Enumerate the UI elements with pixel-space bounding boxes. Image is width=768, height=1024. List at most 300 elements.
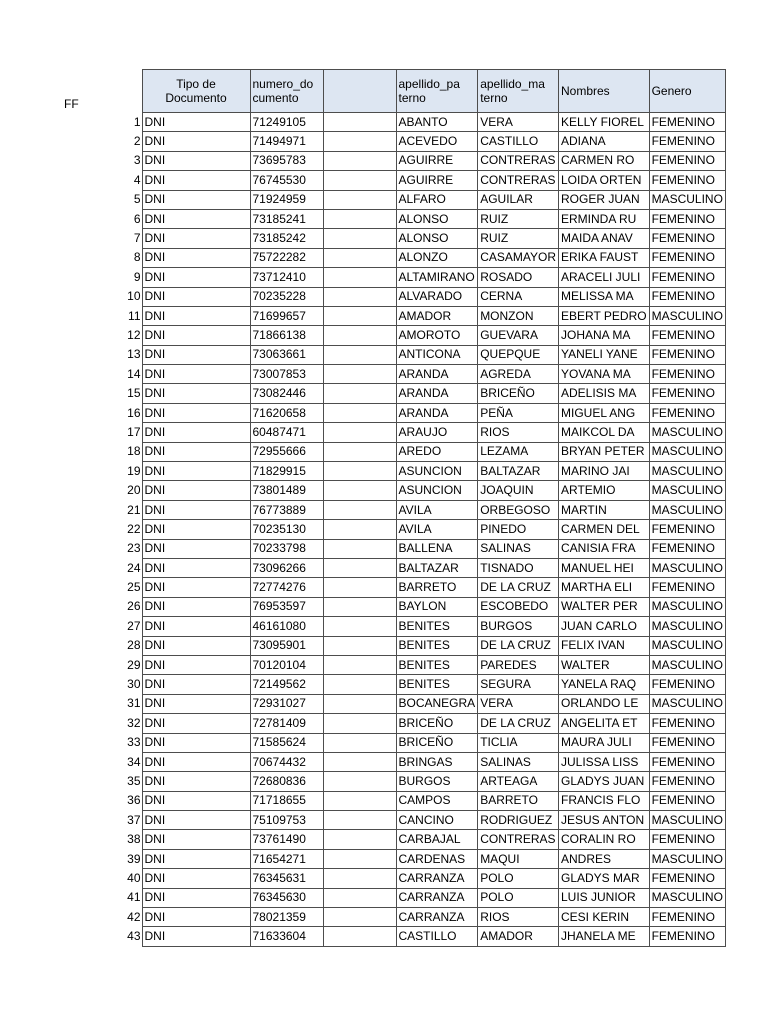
- cell-apellido-materno[interactable]: DE LA CRUZ: [478, 578, 559, 597]
- cell-apellido-paterno[interactable]: ALONSO: [396, 209, 478, 228]
- cell-apellido-materno[interactable]: MAQUI: [478, 849, 559, 868]
- cell-apellido-materno[interactable]: TISNADO: [478, 558, 559, 577]
- cell-tipo-documento[interactable]: DNI: [142, 888, 250, 907]
- cell-nombres[interactable]: ADELISIS MA: [558, 384, 649, 403]
- cell-nombres[interactable]: LUIS JUNIOR: [558, 888, 649, 907]
- cell-apellido-paterno[interactable]: AVILA: [396, 520, 478, 539]
- cell-apellido-materno[interactable]: CASAMAYOR: [478, 248, 559, 267]
- cell-apellido-paterno[interactable]: CASTILLO: [396, 927, 478, 946]
- cell-apellido-paterno[interactable]: BOCANEGRA: [396, 694, 478, 713]
- cell-genero[interactable]: FEMENINO: [649, 772, 725, 791]
- cell-apellido-paterno[interactable]: ACEVEDO: [396, 132, 478, 151]
- cell-apellido-paterno[interactable]: AVILA: [396, 500, 478, 519]
- cell-nombres[interactable]: MARINO JAI: [558, 462, 649, 481]
- cell-apellido-materno[interactable]: RIOS: [478, 908, 559, 927]
- cell-apellido-materno[interactable]: CONTRERAS: [478, 151, 559, 170]
- cell-genero[interactable]: FEMENINO: [649, 578, 725, 597]
- cell-tipo-documento[interactable]: DNI: [142, 558, 250, 577]
- cell-tipo-documento[interactable]: DNI: [142, 190, 250, 209]
- cell-tipo-documento[interactable]: DNI: [142, 151, 250, 170]
- cell-apellido-materno[interactable]: DE LA CRUZ: [478, 636, 559, 655]
- cell-nombres[interactable]: YANELI YANE: [558, 345, 649, 364]
- cell-genero[interactable]: FEMENINO: [649, 539, 725, 558]
- cell-apellido-paterno[interactable]: ASUNCION: [396, 481, 478, 500]
- cell-apellido-materno[interactable]: SALINAS: [478, 539, 559, 558]
- cell-genero[interactable]: FEMENINO: [649, 714, 725, 733]
- cell-nombres[interactable]: CESI KERIN: [558, 908, 649, 927]
- cell-blank[interactable]: [323, 481, 396, 500]
- cell-blank[interactable]: [323, 830, 396, 849]
- cell-numero-documento[interactable]: 73082446: [250, 384, 323, 403]
- cell-blank[interactable]: [323, 694, 396, 713]
- cell-genero[interactable]: FEMENINO: [649, 752, 725, 771]
- cell-apellido-paterno[interactable]: CARRANZA: [396, 869, 478, 888]
- cell-blank[interactable]: [323, 326, 396, 345]
- cell-tipo-documento[interactable]: DNI: [142, 306, 250, 325]
- cell-genero[interactable]: MASCULINO: [649, 694, 725, 713]
- cell-apellido-paterno[interactable]: CARRANZA: [396, 888, 478, 907]
- cell-blank[interactable]: [323, 791, 396, 810]
- cell-tipo-documento[interactable]: DNI: [142, 209, 250, 228]
- cell-apellido-paterno[interactable]: AREDO: [396, 442, 478, 461]
- cell-tipo-documento[interactable]: DNI: [142, 268, 250, 287]
- header-genero[interactable]: Genero: [649, 70, 725, 113]
- cell-blank[interactable]: [323, 248, 396, 267]
- cell-genero[interactable]: MASCULINO: [649, 558, 725, 577]
- cell-blank[interactable]: [323, 752, 396, 771]
- cell-nombres[interactable]: MAIDA ANAV: [558, 229, 649, 248]
- cell-apellido-materno[interactable]: SALINAS: [478, 752, 559, 771]
- cell-tipo-documento[interactable]: DNI: [142, 403, 250, 422]
- cell-apellido-paterno[interactable]: BRICEÑO: [396, 714, 478, 733]
- cell-apellido-materno[interactable]: AMADOR: [478, 927, 559, 946]
- cell-genero[interactable]: FEMENINO: [649, 908, 725, 927]
- cell-genero[interactable]: FEMENINO: [649, 675, 725, 694]
- cell-nombres[interactable]: ORLANDO LE: [558, 694, 649, 713]
- cell-numero-documento[interactable]: 60487471: [250, 423, 323, 442]
- cell-blank[interactable]: [323, 384, 396, 403]
- cell-tipo-documento[interactable]: DNI: [142, 132, 250, 151]
- cell-tipo-documento[interactable]: DNI: [142, 442, 250, 461]
- cell-apellido-paterno[interactable]: BENITES: [396, 655, 478, 674]
- cell-blank[interactable]: [323, 520, 396, 539]
- cell-tipo-documento[interactable]: DNI: [142, 365, 250, 384]
- cell-blank[interactable]: [323, 365, 396, 384]
- cell-apellido-materno[interactable]: POLO: [478, 869, 559, 888]
- cell-apellido-paterno[interactable]: CAMPOS: [396, 791, 478, 810]
- cell-apellido-paterno[interactable]: AMADOR: [396, 306, 478, 325]
- cell-apellido-materno[interactable]: AGREDA: [478, 365, 559, 384]
- cell-apellido-materno[interactable]: ESCOBEDO: [478, 597, 559, 616]
- cell-apellido-materno[interactable]: CASTILLO: [478, 132, 559, 151]
- cell-apellido-materno[interactable]: TICLIA: [478, 733, 559, 752]
- cell-blank[interactable]: [323, 927, 396, 946]
- cell-apellido-paterno[interactable]: CARBAJAL: [396, 830, 478, 849]
- cell-tipo-documento[interactable]: DNI: [142, 694, 250, 713]
- cell-blank[interactable]: [323, 597, 396, 616]
- cell-nombres[interactable]: ARTEMIO: [558, 481, 649, 500]
- cell-blank[interactable]: [323, 229, 396, 248]
- cell-nombres[interactable]: GLADYS JUAN: [558, 772, 649, 791]
- cell-apellido-paterno[interactable]: ARAUJO: [396, 423, 478, 442]
- cell-nombres[interactable]: ANDRES: [558, 849, 649, 868]
- cell-numero-documento[interactable]: 71633604: [250, 927, 323, 946]
- cell-apellido-paterno[interactable]: BENITES: [396, 636, 478, 655]
- cell-apellido-materno[interactable]: AGUILAR: [478, 190, 559, 209]
- cell-tipo-documento[interactable]: DNI: [142, 326, 250, 345]
- cell-genero[interactable]: MASCULINO: [649, 481, 725, 500]
- cell-apellido-paterno[interactable]: ARANDA: [396, 384, 478, 403]
- cell-apellido-materno[interactable]: LEZAMA: [478, 442, 559, 461]
- cell-blank[interactable]: [323, 345, 396, 364]
- header-nombres[interactable]: Nombres: [558, 70, 649, 113]
- cell-tipo-documento[interactable]: DNI: [142, 908, 250, 927]
- header-numero-documento[interactable]: numero_do cumento: [250, 70, 323, 113]
- cell-apellido-materno[interactable]: ARTEAGA: [478, 772, 559, 791]
- cell-genero[interactable]: FEMENINO: [649, 113, 725, 132]
- cell-blank[interactable]: [323, 675, 396, 694]
- cell-nombres[interactable]: GLADYS MAR: [558, 869, 649, 888]
- cell-genero[interactable]: FEMENINO: [649, 287, 725, 306]
- cell-blank[interactable]: [323, 558, 396, 577]
- cell-genero[interactable]: FEMENINO: [649, 733, 725, 752]
- cell-blank[interactable]: [323, 578, 396, 597]
- cell-apellido-materno[interactable]: ROSADO: [478, 268, 559, 287]
- cell-tipo-documento[interactable]: DNI: [142, 287, 250, 306]
- cell-apellido-paterno[interactable]: AMOROTO: [396, 326, 478, 345]
- cell-tipo-documento[interactable]: DNI: [142, 675, 250, 694]
- cell-tipo-documento[interactable]: DNI: [142, 171, 250, 190]
- cell-apellido-paterno[interactable]: BALLENA: [396, 539, 478, 558]
- cell-apellido-paterno[interactable]: BRINGAS: [396, 752, 478, 771]
- cell-apellido-materno[interactable]: ORBEGOSO: [478, 500, 559, 519]
- cell-tipo-documento[interactable]: DNI: [142, 869, 250, 888]
- cell-tipo-documento[interactable]: DNI: [142, 617, 250, 636]
- cell-genero[interactable]: FEMENINO: [649, 229, 725, 248]
- cell-blank[interactable]: [323, 190, 396, 209]
- cell-numero-documento[interactable]: 73695783: [250, 151, 323, 170]
- cell-genero[interactable]: MASCULINO: [649, 442, 725, 461]
- cell-nombres[interactable]: CORALIN RO: [558, 830, 649, 849]
- cell-tipo-documento[interactable]: DNI: [142, 481, 250, 500]
- cell-apellido-materno[interactable]: BURGOS: [478, 617, 559, 636]
- cell-nombres[interactable]: MARTHA ELI: [558, 578, 649, 597]
- cell-nombres[interactable]: CARMEN DEL: [558, 520, 649, 539]
- cell-numero-documento[interactable]: 73185241: [250, 209, 323, 228]
- cell-blank[interactable]: [323, 442, 396, 461]
- cell-genero[interactable]: FEMENINO: [649, 927, 725, 946]
- cell-nombres[interactable]: KELLY FIOREL: [558, 113, 649, 132]
- cell-numero-documento[interactable]: 73801489: [250, 481, 323, 500]
- cell-apellido-materno[interactable]: RIOS: [478, 423, 559, 442]
- cell-nombres[interactable]: JULISSA LISS: [558, 752, 649, 771]
- cell-numero-documento[interactable]: 76345631: [250, 869, 323, 888]
- cell-apellido-paterno[interactable]: AGUIRRE: [396, 171, 478, 190]
- cell-numero-documento[interactable]: 70235130: [250, 520, 323, 539]
- cell-nombres[interactable]: MIGUEL ANG: [558, 403, 649, 422]
- cell-tipo-documento[interactable]: DNI: [142, 113, 250, 132]
- cell-nombres[interactable]: ERMINDA RU: [558, 209, 649, 228]
- cell-apellido-paterno[interactable]: ARANDA: [396, 365, 478, 384]
- cell-numero-documento[interactable]: 72774276: [250, 578, 323, 597]
- cell-genero[interactable]: FEMENINO: [649, 171, 725, 190]
- cell-nombres[interactable]: JUAN CARLO: [558, 617, 649, 636]
- cell-apellido-materno[interactable]: CONTRERAS: [478, 171, 559, 190]
- cell-tipo-documento[interactable]: DNI: [142, 520, 250, 539]
- cell-nombres[interactable]: LOIDA ORTEN: [558, 171, 649, 190]
- cell-numero-documento[interactable]: 73007853: [250, 365, 323, 384]
- cell-blank[interactable]: [323, 423, 396, 442]
- cell-nombres[interactable]: MAURA JULI: [558, 733, 649, 752]
- cell-apellido-materno[interactable]: VERA: [478, 694, 559, 713]
- cell-numero-documento[interactable]: 72931027: [250, 694, 323, 713]
- cell-nombres[interactable]: CARMEN RO: [558, 151, 649, 170]
- cell-numero-documento[interactable]: 71249105: [250, 113, 323, 132]
- cell-tipo-documento[interactable]: DNI: [142, 597, 250, 616]
- cell-apellido-paterno[interactable]: BENITES: [396, 617, 478, 636]
- cell-apellido-materno[interactable]: PAREDES: [478, 655, 559, 674]
- cell-nombres[interactable]: ANGELITA ET: [558, 714, 649, 733]
- cell-apellido-materno[interactable]: PINEDO: [478, 520, 559, 539]
- cell-blank[interactable]: [323, 539, 396, 558]
- cell-tipo-documento[interactable]: DNI: [142, 500, 250, 519]
- cell-numero-documento[interactable]: 75109753: [250, 811, 323, 830]
- cell-genero[interactable]: FEMENINO: [649, 345, 725, 364]
- cell-tipo-documento[interactable]: DNI: [142, 714, 250, 733]
- cell-tipo-documento[interactable]: DNI: [142, 423, 250, 442]
- cell-tipo-documento[interactable]: DNI: [142, 733, 250, 752]
- cell-numero-documento[interactable]: 73095901: [250, 636, 323, 655]
- cell-apellido-paterno[interactable]: BALTAZAR: [396, 558, 478, 577]
- cell-apellido-paterno[interactable]: AGUIRRE: [396, 151, 478, 170]
- cell-numero-documento[interactable]: 73063661: [250, 345, 323, 364]
- cell-genero[interactable]: FEMENINO: [649, 384, 725, 403]
- cell-apellido-materno[interactable]: RUIZ: [478, 209, 559, 228]
- cell-blank[interactable]: [323, 733, 396, 752]
- cell-numero-documento[interactable]: 70233798: [250, 539, 323, 558]
- cell-apellido-materno[interactable]: RUIZ: [478, 229, 559, 248]
- cell-genero[interactable]: FEMENINO: [649, 132, 725, 151]
- cell-apellido-paterno[interactable]: CARRANZA: [396, 908, 478, 927]
- cell-apellido-paterno[interactable]: ASUNCION: [396, 462, 478, 481]
- cell-numero-documento[interactable]: 71494971: [250, 132, 323, 151]
- cell-blank[interactable]: [323, 132, 396, 151]
- cell-blank[interactable]: [323, 811, 396, 830]
- cell-apellido-materno[interactable]: CERNA: [478, 287, 559, 306]
- cell-nombres[interactable]: JESUS ANTON: [558, 811, 649, 830]
- cell-numero-documento[interactable]: 72955666: [250, 442, 323, 461]
- cell-nombres[interactable]: YANELA RAQ: [558, 675, 649, 694]
- cell-apellido-materno[interactable]: BARRETO: [478, 791, 559, 810]
- cell-apellido-paterno[interactable]: ALTAMIRANO: [396, 268, 478, 287]
- cell-numero-documento[interactable]: 46161080: [250, 617, 323, 636]
- cell-tipo-documento[interactable]: DNI: [142, 772, 250, 791]
- cell-numero-documento[interactable]: 71654271: [250, 849, 323, 868]
- cell-tipo-documento[interactable]: DNI: [142, 578, 250, 597]
- cell-blank[interactable]: [323, 869, 396, 888]
- cell-apellido-paterno[interactable]: ALONZO: [396, 248, 478, 267]
- cell-numero-documento[interactable]: 71718655: [250, 791, 323, 810]
- cell-genero[interactable]: MASCULINO: [649, 423, 725, 442]
- cell-blank[interactable]: [323, 151, 396, 170]
- header-tipo-documento[interactable]: Tipo de Documento: [142, 70, 250, 113]
- cell-numero-documento[interactable]: 78021359: [250, 908, 323, 927]
- cell-blank[interactable]: [323, 636, 396, 655]
- cell-apellido-paterno[interactable]: ALFARO: [396, 190, 478, 209]
- cell-apellido-paterno[interactable]: CARDENAS: [396, 849, 478, 868]
- cell-numero-documento[interactable]: 71585624: [250, 733, 323, 752]
- cell-nombres[interactable]: ADIANA: [558, 132, 649, 151]
- cell-numero-documento[interactable]: 75722282: [250, 248, 323, 267]
- cell-nombres[interactable]: WALTER PER: [558, 597, 649, 616]
- cell-nombres[interactable]: FRANCIS FLO: [558, 791, 649, 810]
- cell-numero-documento[interactable]: 70674432: [250, 752, 323, 771]
- cell-apellido-materno[interactable]: QUEPQUE: [478, 345, 559, 364]
- cell-blank[interactable]: [323, 655, 396, 674]
- cell-genero[interactable]: FEMENINO: [649, 248, 725, 267]
- cell-apellido-paterno[interactable]: BURGOS: [396, 772, 478, 791]
- cell-numero-documento[interactable]: 72680836: [250, 772, 323, 791]
- cell-apellido-materno[interactable]: SEGURA: [478, 675, 559, 694]
- cell-numero-documento[interactable]: 72781409: [250, 714, 323, 733]
- cell-nombres[interactable]: MARTIN: [558, 500, 649, 519]
- cell-tipo-documento[interactable]: DNI: [142, 462, 250, 481]
- header-apellido-materno[interactable]: apellido_ma terno: [478, 70, 559, 113]
- cell-genero[interactable]: MASCULINO: [649, 849, 725, 868]
- cell-apellido-materno[interactable]: BRICEÑO: [478, 384, 559, 403]
- cell-numero-documento[interactable]: 71924959: [250, 190, 323, 209]
- cell-tipo-documento[interactable]: DNI: [142, 384, 250, 403]
- cell-tipo-documento[interactable]: DNI: [142, 539, 250, 558]
- cell-genero[interactable]: FEMENINO: [649, 268, 725, 287]
- cell-blank[interactable]: [323, 617, 396, 636]
- cell-nombres[interactable]: JHANELA ME: [558, 927, 649, 946]
- cell-nombres[interactable]: CANISIA FRA: [558, 539, 649, 558]
- cell-nombres[interactable]: MELISSA MA: [558, 287, 649, 306]
- cell-blank[interactable]: [323, 306, 396, 325]
- cell-nombres[interactable]: ERIKA FAUST: [558, 248, 649, 267]
- cell-apellido-paterno[interactable]: CANCINO: [396, 811, 478, 830]
- cell-apellido-paterno[interactable]: ABANTO: [396, 113, 478, 132]
- cell-blank[interactable]: [323, 171, 396, 190]
- cell-genero[interactable]: FEMENINO: [649, 791, 725, 810]
- cell-numero-documento[interactable]: 73096266: [250, 558, 323, 577]
- cell-genero[interactable]: MASCULINO: [649, 888, 725, 907]
- cell-numero-documento[interactable]: 72149562: [250, 675, 323, 694]
- cell-tipo-documento[interactable]: DNI: [142, 849, 250, 868]
- cell-numero-documento[interactable]: 76953597: [250, 597, 323, 616]
- cell-numero-documento[interactable]: 71829915: [250, 462, 323, 481]
- cell-numero-documento[interactable]: 76745530: [250, 171, 323, 190]
- cell-nombres[interactable]: FELIX IVAN: [558, 636, 649, 655]
- cell-numero-documento[interactable]: 70235228: [250, 287, 323, 306]
- cell-apellido-materno[interactable]: BALTAZAR: [478, 462, 559, 481]
- cell-apellido-paterno[interactable]: BRICEÑO: [396, 733, 478, 752]
- cell-numero-documento[interactable]: 70120104: [250, 655, 323, 674]
- cell-genero[interactable]: MASCULINO: [649, 462, 725, 481]
- cell-tipo-documento[interactable]: DNI: [142, 636, 250, 655]
- cell-apellido-materno[interactable]: DE LA CRUZ: [478, 714, 559, 733]
- cell-genero[interactable]: FEMENINO: [649, 403, 725, 422]
- cell-genero[interactable]: MASCULINO: [649, 306, 725, 325]
- cell-genero[interactable]: MASCULINO: [649, 655, 725, 674]
- cell-apellido-paterno[interactable]: BENITES: [396, 675, 478, 694]
- cell-nombres[interactable]: WALTER: [558, 655, 649, 674]
- cell-apellido-materno[interactable]: MONZON: [478, 306, 559, 325]
- cell-blank[interactable]: [323, 714, 396, 733]
- cell-nombres[interactable]: MAIKCOL DA: [558, 423, 649, 442]
- cell-genero[interactable]: MASCULINO: [649, 500, 725, 519]
- cell-blank[interactable]: [323, 113, 396, 132]
- cell-blank[interactable]: [323, 500, 396, 519]
- cell-nombres[interactable]: YOVANA MA: [558, 365, 649, 384]
- cell-numero-documento[interactable]: 71699657: [250, 306, 323, 325]
- cell-genero[interactable]: FEMENINO: [649, 830, 725, 849]
- cell-genero[interactable]: MASCULINO: [649, 636, 725, 655]
- cell-numero-documento[interactable]: 71866138: [250, 326, 323, 345]
- cell-apellido-paterno[interactable]: ANTICONA: [396, 345, 478, 364]
- cell-apellido-materno[interactable]: PEÑA: [478, 403, 559, 422]
- cell-nombres[interactable]: ARACELI JULI: [558, 268, 649, 287]
- cell-tipo-documento[interactable]: DNI: [142, 791, 250, 810]
- cell-blank[interactable]: [323, 849, 396, 868]
- cell-apellido-paterno[interactable]: ALONSO: [396, 229, 478, 248]
- header-blank[interactable]: [323, 70, 396, 113]
- cell-nombres[interactable]: MANUEL HEI: [558, 558, 649, 577]
- cell-genero[interactable]: MASCULINO: [649, 190, 725, 209]
- cell-genero[interactable]: MASCULINO: [649, 811, 725, 830]
- cell-genero[interactable]: FEMENINO: [649, 869, 725, 888]
- cell-apellido-materno[interactable]: JOAQUIN: [478, 481, 559, 500]
- cell-tipo-documento[interactable]: DNI: [142, 927, 250, 946]
- cell-nombres[interactable]: EBERT PEDRO: [558, 306, 649, 325]
- cell-apellido-materno[interactable]: CONTRERAS: [478, 830, 559, 849]
- cell-numero-documento[interactable]: 71620658: [250, 403, 323, 422]
- cell-nombres[interactable]: JOHANA MA: [558, 326, 649, 345]
- cell-genero[interactable]: MASCULINO: [649, 617, 725, 636]
- cell-tipo-documento[interactable]: DNI: [142, 229, 250, 248]
- cell-tipo-documento[interactable]: DNI: [142, 811, 250, 830]
- cell-genero[interactable]: MASCULINO: [649, 597, 725, 616]
- cell-blank[interactable]: [323, 888, 396, 907]
- cell-nombres[interactable]: BRYAN PETER: [558, 442, 649, 461]
- cell-blank[interactable]: [323, 287, 396, 306]
- cell-nombres[interactable]: ROGER JUAN: [558, 190, 649, 209]
- cell-blank[interactable]: [323, 209, 396, 228]
- header-apellido-paterno[interactable]: apellido_pa terno: [396, 70, 478, 113]
- cell-apellido-paterno[interactable]: BARRETO: [396, 578, 478, 597]
- cell-tipo-documento[interactable]: DNI: [142, 248, 250, 267]
- cell-apellido-materno[interactable]: POLO: [478, 888, 559, 907]
- cell-numero-documento[interactable]: 73761490: [250, 830, 323, 849]
- cell-genero[interactable]: FEMENINO: [649, 326, 725, 345]
- cell-numero-documento[interactable]: 73712410: [250, 268, 323, 287]
- cell-blank[interactable]: [323, 268, 396, 287]
- cell-genero[interactable]: FEMENINO: [649, 520, 725, 539]
- cell-blank[interactable]: [323, 403, 396, 422]
- cell-apellido-materno[interactable]: RODRIGUEZ: [478, 811, 559, 830]
- cell-blank[interactable]: [323, 908, 396, 927]
- cell-apellido-paterno[interactable]: BAYLON: [396, 597, 478, 616]
- cell-blank[interactable]: [323, 772, 396, 791]
- cell-tipo-documento[interactable]: DNI: [142, 752, 250, 771]
- cell-tipo-documento[interactable]: DNI: [142, 830, 250, 849]
- cell-blank[interactable]: [323, 462, 396, 481]
- cell-genero[interactable]: FEMENINO: [649, 209, 725, 228]
- cell-tipo-documento[interactable]: DNI: [142, 345, 250, 364]
- cell-genero[interactable]: FEMENINO: [649, 151, 725, 170]
- cell-numero-documento[interactable]: 76345630: [250, 888, 323, 907]
